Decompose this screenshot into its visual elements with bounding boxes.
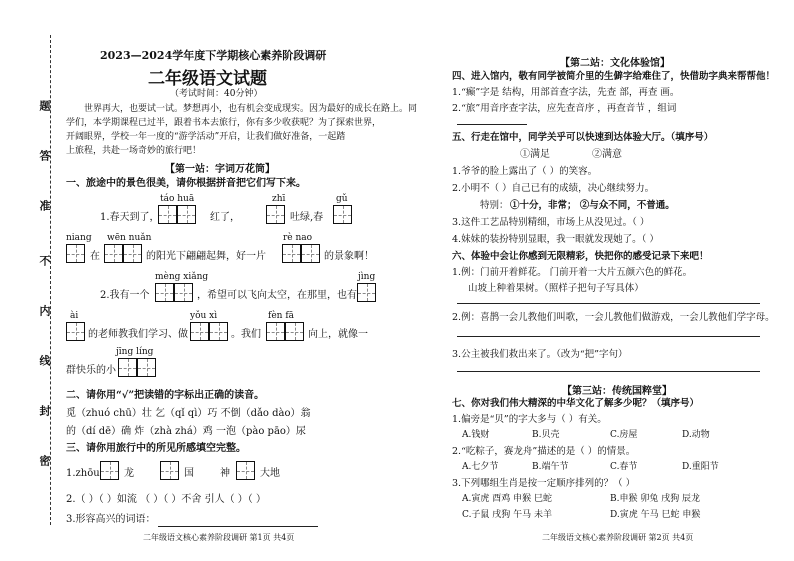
choice-option[interactable]: B.贝壳 <box>532 430 560 440</box>
sentence-text: 1.例：门前开着鲜花。 门前开着一大片五颜六色的鲜花。 <box>452 267 693 278</box>
question-3: 三、请你用旅行中的所见所感填空完整。 <box>66 443 246 454</box>
write-box[interactable] <box>160 461 179 480</box>
sentence-text: 特别： <box>480 200 509 211</box>
write-box[interactable] <box>190 322 209 341</box>
pronunciation-row: 的（dí dē）确 炸（zhà zhá）鸡 一泡（pào pāo）尿 <box>66 426 306 437</box>
sentence-text: 的阳光下翩翩起舞，好一片 <box>146 251 266 262</box>
margin-char: 线 <box>38 355 51 366</box>
fill-text: 2.（ ）（ ）如流 （ ）（ ）不舍 引人（ ）（ ） <box>66 494 266 505</box>
fill-text: 3.形容高兴的词语： <box>66 514 156 525</box>
fill-text: 1.zhōu <box>66 468 100 479</box>
sentence-text: 群快乐的小 <box>66 365 116 376</box>
margin-char: 密 <box>38 455 51 466</box>
answer-line[interactable] <box>457 336 760 337</box>
write-box[interactable] <box>155 283 174 302</box>
intro-line: 上旅程，共赴一场奇妙的旅行吧！ <box>66 146 202 156</box>
choice-option[interactable]: C.子鼠 戌狗 午马 未羊 <box>462 510 553 520</box>
answer-line[interactable] <box>457 124 527 125</box>
sentence-text: 红了， <box>210 212 240 223</box>
answer-line[interactable] <box>457 371 760 372</box>
fill-text: 大地 <box>260 468 280 479</box>
pronunciation-row: 觅（zhuó chū）壮 乞（qǐ qì）巧 不倒（dǎo dào）翁 <box>66 408 311 419</box>
margin-char: 答 <box>38 150 51 161</box>
write-box[interactable] <box>123 244 142 263</box>
fill-text: 国 <box>184 468 194 479</box>
pinyin: niang <box>66 233 92 243</box>
margin-char: 封 <box>38 405 51 416</box>
sentence-text: 3.下列哪组生肖是按一定顺序排列的？（ ） <box>452 478 636 489</box>
pinyin: táo huā <box>160 194 195 204</box>
choice-option[interactable]: C.房屋 <box>610 430 638 440</box>
choice-option[interactable]: D.动物 <box>682 430 710 440</box>
write-box[interactable] <box>282 244 301 263</box>
pinyin: rè nao <box>283 233 313 243</box>
pinyin: yǒu xì <box>190 311 218 321</box>
binding-margin <box>0 0 62 561</box>
definition-text: ①十分，非常； ②与众不同，不普通。 <box>510 200 675 211</box>
write-box[interactable] <box>266 322 285 341</box>
sentence-text: 1.爷爷的脸上露出了（ ）的笑容。 <box>452 166 598 177</box>
choice-option[interactable]: D.重阳节 <box>682 462 719 472</box>
write-box[interactable] <box>100 461 119 480</box>
write-box[interactable] <box>301 244 320 263</box>
margin-char: 题 <box>38 100 51 111</box>
intro-line: 开阔眼界，学校一年一度的“游学活动”开启，让我们做好准备，一起踏 <box>66 132 346 142</box>
fill-text: 2.“旅”用音序查字法，应先查音序 ，再查音节 ，组词 <box>452 103 677 114</box>
question-5: 五、行走在馆中，同学关乎可以快速到达体验大厅。（填序号） <box>452 132 714 143</box>
pinyin: gǔ <box>336 194 348 204</box>
station1-title: 【第一站：字词万花筒】 <box>165 164 275 175</box>
answer-line[interactable] <box>158 526 318 527</box>
write-box[interactable] <box>118 358 137 377</box>
station2-title: 【第二站：文化体验馆】 <box>560 58 670 69</box>
sentence-text: 向上，就像一 <box>308 329 368 340</box>
exam-header: 2023—2024学年度下学期核心素养阶段调研 <box>100 49 327 62</box>
option-text: ①满足 <box>520 149 550 160</box>
write-box[interactable] <box>357 283 376 302</box>
choice-option[interactable]: B.申猴 卯兔 戌狗 辰龙 <box>610 494 701 504</box>
write-box[interactable] <box>236 461 255 480</box>
write-box[interactable] <box>66 244 85 263</box>
page-footer: 二年级语文核心素养阶段调研 第2页 共4页 <box>542 533 694 542</box>
sentence-text: 2.例：喜鹊一会儿教他们叫歌，一会儿教他们做游戏，一会儿教他们学字母。 <box>452 312 775 323</box>
write-box[interactable] <box>266 205 285 224</box>
fill-text: 神 <box>220 468 230 479</box>
sentence-text: 的老师教我们学习、做 <box>88 329 188 340</box>
sentence-text: 1.春天到了， <box>100 212 160 223</box>
sentence-text: 3.这件工艺品特别精细，市场上从没见过。（ ） <box>452 217 650 228</box>
question-6: 六、体验中会让你感到无限精彩，快把你的感受记录下来吧！ <box>452 251 709 262</box>
page-footer: 二年级语文核心素养阶段调研 第1页 共4页 <box>143 533 295 542</box>
sentence-text: 3.公主被我们救出来了。（改为“把”字句） <box>452 349 628 360</box>
question-7: 七、你对我们伟大精深的中华文化了解多少呢？（填序号） <box>452 398 700 409</box>
margin-char: 不 <box>38 255 51 266</box>
sentence-text: 2.我有一个 <box>100 290 150 301</box>
write-box[interactable] <box>177 205 196 224</box>
sentence-text: 2.“吃粽子，赛龙舟”描述的是（ ）的情景。 <box>452 446 636 457</box>
pinyin: ài <box>70 311 79 321</box>
intro-line: 世界再大，也要试一试。梦想再小，也有机会变成现实。因为最好的成长在路上。同 <box>84 104 418 114</box>
question-4: 四、进入馆内，敬有同学被简介里的生僻字给难住了，快借助字典来帮帮他！ <box>452 71 776 82</box>
exam-time: （考试时间：40分钟） <box>170 89 263 99</box>
sentence-text: 1.偏旁是“贝”的字大多与（ ）有关。 <box>452 414 607 425</box>
answer-line[interactable] <box>457 303 760 304</box>
write-box[interactable] <box>333 205 352 224</box>
pinyin: jīng líng <box>116 347 154 357</box>
sentence-text: 山坡上种着果树。（照样子把句子写具体） <box>468 283 644 294</box>
write-box[interactable] <box>174 283 193 302</box>
choice-option[interactable]: B.端午节 <box>532 462 569 472</box>
exam-subject-title: 二年级语文试题 <box>148 69 267 89</box>
pinyin: mèng xiǎng <box>155 272 209 282</box>
pinyin: wēn nuǎn <box>107 233 152 243</box>
margin-char: 准 <box>38 200 51 211</box>
choice-option[interactable]: D.寅虎 午马 巳蛇 申猴 <box>610 510 701 520</box>
pinyin: zhī <box>272 194 286 204</box>
write-box[interactable] <box>209 322 228 341</box>
choice-option[interactable]: A.钱财 <box>462 430 490 440</box>
fill-text: 1.“癫”字是 结构，用部首查字法，先查 部，再查 画。 <box>452 87 680 98</box>
sentence-text: 4.妹妹的装扮特别显眼，我一眼就发现她了。（ ） <box>452 234 659 245</box>
sentence-text: 的景象啊！ <box>324 251 374 262</box>
sentence-text: 。我们 <box>231 329 261 340</box>
station3-title: 【第三站：传统国粹堂】 <box>562 386 672 397</box>
choice-option[interactable]: C.春节 <box>610 462 638 472</box>
sentence-text: ，希望可以飞向太空，在那里，也有 <box>197 290 357 301</box>
sentence-text: 2.小明不（ ）自己已有的成绩，决心继续努力。 <box>452 183 655 194</box>
write-box[interactable] <box>158 205 177 224</box>
intro-line: 学们，本学期课程已过半，跟着书本去旅行，你有多少收获呢？为了探索世界， <box>66 118 382 128</box>
question-2: 二、请你用“√”把读错的字标出正确的读音。 <box>66 390 265 401</box>
sentence-text: 吐绿,春 <box>290 212 324 223</box>
pinyin: jìng <box>358 272 376 282</box>
choice-option[interactable]: A.七夕节 <box>462 462 499 472</box>
sentence-text: 在 <box>90 251 100 262</box>
choice-option[interactable]: A.寅虎 酉鸡 申猴 巳蛇 <box>462 494 552 504</box>
pinyin: fèn fā <box>268 311 295 321</box>
fill-text: 龙 <box>124 468 134 479</box>
write-box[interactable] <box>66 322 85 341</box>
write-box[interactable] <box>285 322 304 341</box>
option-text: ②满意 <box>592 149 622 160</box>
write-box[interactable] <box>137 358 156 377</box>
question-1: 一、旅途中的景色很美，请你根据拼音把它们写下来。 <box>66 178 306 189</box>
write-box[interactable] <box>104 244 123 263</box>
margin-char: 内 <box>38 305 51 316</box>
